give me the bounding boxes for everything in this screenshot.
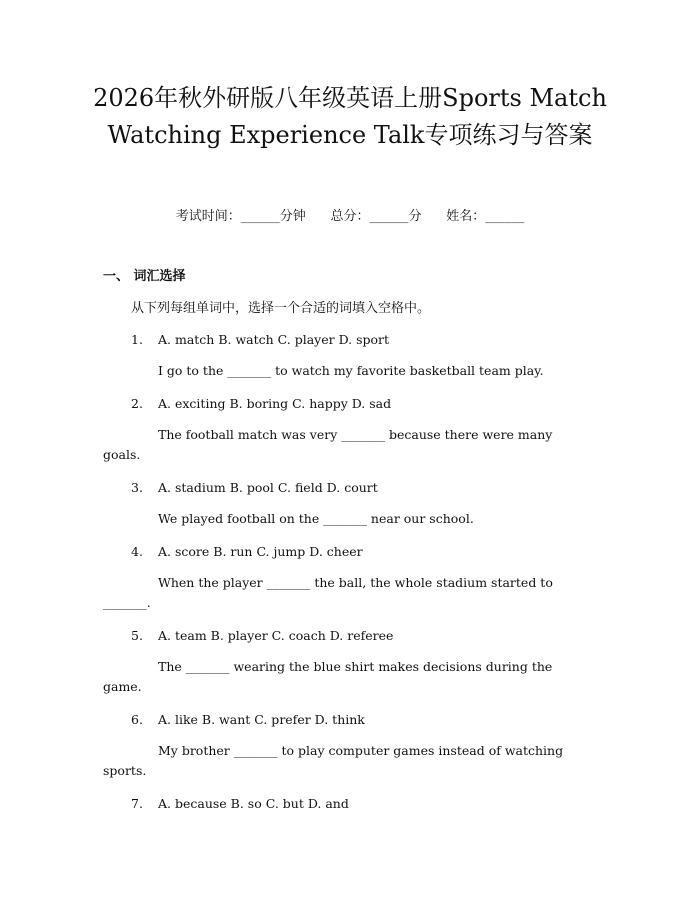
question-options (131, 796, 349, 811)
question-number: 5. (131, 628, 143, 643)
question-number: 6. (131, 712, 143, 727)
section-heading: 一、 词汇选择 (103, 269, 186, 284)
options-text: A. stadium B. pool C. field D. court (158, 480, 378, 495)
options-text: A. because B. so C. but D. and (158, 796, 349, 811)
question-number: 3. (131, 480, 143, 495)
options-text: A. exciting B. boring C. happy D. sad (158, 396, 392, 411)
exam-info-line: 考试时间：______分钟 总分：______分 姓名：______ (175, 209, 525, 224)
options-text: A. match B. watch C. player D. sport (158, 332, 390, 347)
question-number: 2. (131, 396, 143, 411)
question-number: 7. (131, 796, 143, 811)
question-sentence: The _______ wearing the blue shirt makes decisions during the game. (103, 659, 553, 694)
question-number: 1. (131, 332, 143, 347)
question-sentence: I go to the _______ to watch my favorite basketball team play. (158, 363, 544, 378)
question-sentence: We played football on the _______ near our school. (158, 511, 474, 526)
question-options (131, 712, 365, 727)
question-options (131, 544, 363, 559)
question-sentence: When the player _______ the ball, the whole stadium started to _______. (103, 575, 553, 610)
options-text: A. like B. want C. prefer D. think (158, 712, 365, 727)
question-number: 4. (131, 544, 143, 559)
options-text: A. team B. player C. coach D. referee (158, 628, 394, 643)
question-sentence: My brother _______ to play computer games instead of watching sports. (103, 743, 564, 778)
page-title: 2026年秋外研版八年级英语上册Sports Match Watching Experience Talk专项练习与答案 (93, 84, 607, 149)
options-text: A. score B. run C. jump D. cheer (158, 544, 363, 559)
question-options (131, 396, 391, 411)
question-options (131, 628, 393, 643)
question-sentence: The football match was very _______ because there were many goals. (103, 427, 553, 462)
question-options (131, 332, 389, 347)
section-instruction: 从下列每组单词中，选择一个合适的词填入空格中。 (131, 301, 431, 316)
question-options (131, 480, 378, 495)
